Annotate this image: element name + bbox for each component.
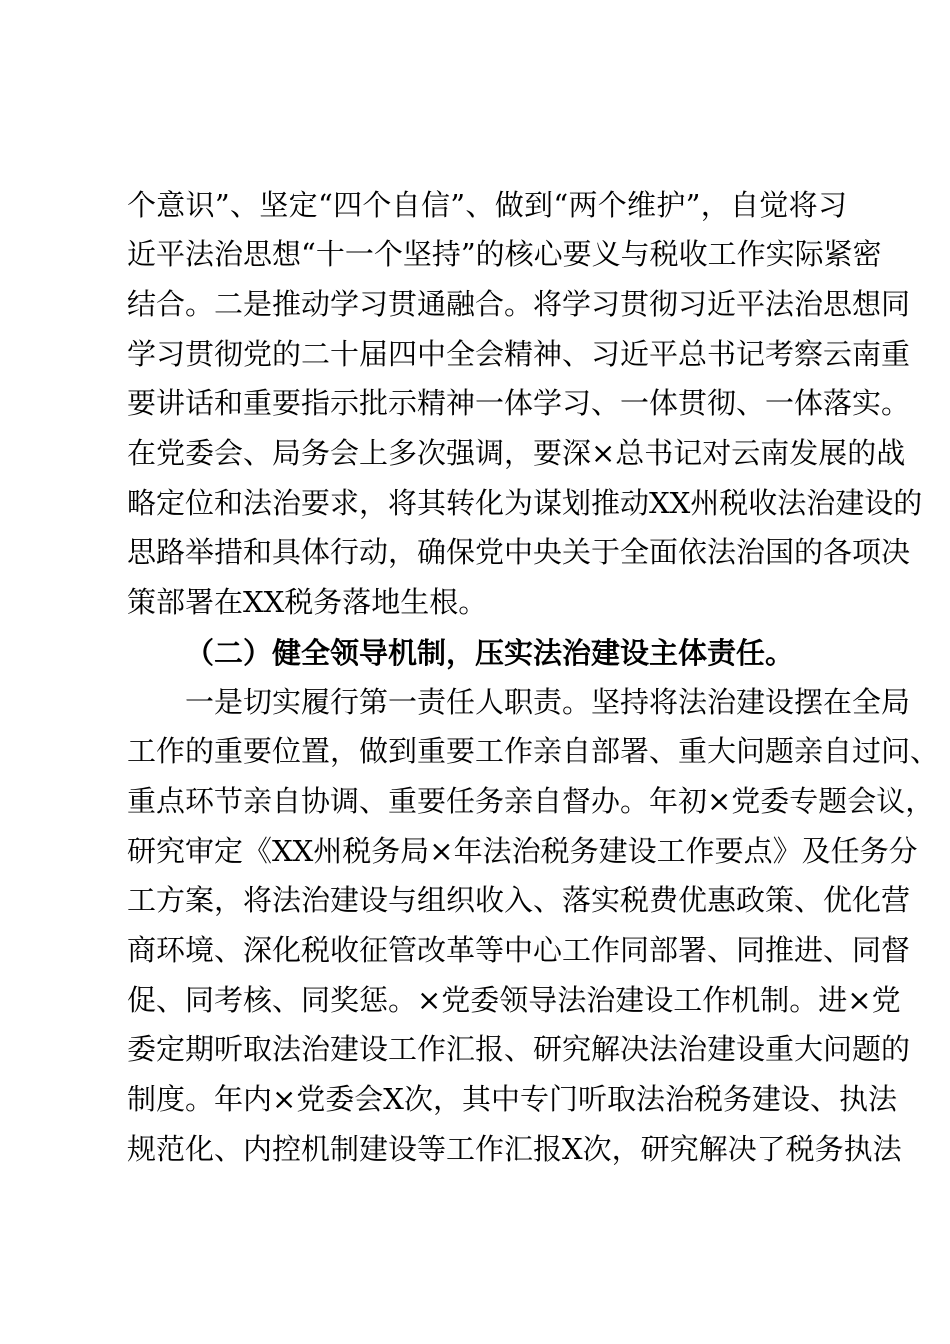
body-text-line: 思路举措和具体行动，确保党中央关于全面依法治国的各项决 [127,535,911,569]
body-text-line: 在党委会、局务会上多次强调，要深×总书记对云南发展的战 [127,436,906,470]
body-text-line: 结合。二是推动学习贯通融合。将学习贯彻习近平法治思想同 [127,287,911,321]
body-text-line: 商环境、深化税收征管改革等中心工作同部署、同推进、同督 [127,933,911,967]
body-text-line: 工作的重要位置，做到重要工作亲自部署、重大问题亲自过问、 [127,734,940,768]
body-text-line: 重点环节亲自协调、重要任务亲自督办。年初×党委专题会议， [127,784,935,818]
section-heading: （二）健全领导机制，压实法治建设主体责任。 [185,636,795,670]
body-text-line: 学习贯彻党的二十届四中全会精神、习近平总书记考察云南重 [127,337,911,371]
body-text-line: 制度。年内×党委会X次，其中专门听取法治税务建设、执法 [127,1082,897,1116]
body-text-line: 略定位和法治要求，将其转化为谋划推动XX州税收法治建设的 [127,486,923,520]
body-text-line: 要讲话和重要指示批示精神一体学习、一体贯彻、一体落实。 [127,386,911,420]
body-text-line: 促、同考核、同奖惩。×党委领导法治建设工作机制。进×党 [127,983,901,1017]
paragraph-first-line: 一是切实履行第一责任人职责。坚持将法治建设摆在全局 [185,685,911,719]
body-text-line: 工方案，将法治建设与组织收入、落实税费优惠政策、优化营 [127,883,911,917]
body-text-line: 策部署在XX税务落地生根。 [127,585,488,619]
body-text-line: 规范化、内控机制建设等工作汇报X次，研究解决了税务执法 [127,1132,902,1166]
body-text-line: 委定期听取法治建设工作汇报、研究解决法治建设重大问题的 [127,1032,911,1066]
body-text-line: 个意识”、坚定“四个自信”、做到“两个维护”，自觉将习 [127,188,847,222]
body-text-line: 近平法治思想“十一个坚持”的核心要义与税收工作实际紧密 [127,237,882,271]
body-text-line: 研究审定《XX州税务局×年法治税务建设工作要点》及任务分 [127,834,918,868]
